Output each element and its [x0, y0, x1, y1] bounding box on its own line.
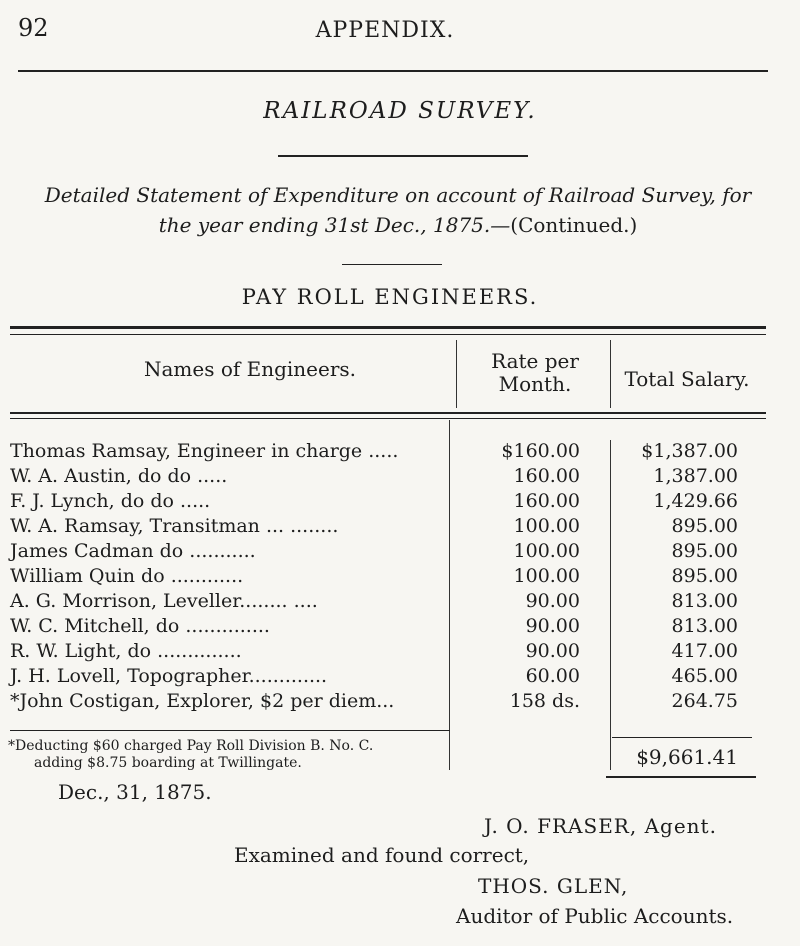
- section-rule: [278, 155, 528, 157]
- total-rule: [612, 737, 752, 738]
- row-rate: 100.00: [513, 565, 580, 587]
- footnote-line-2: adding $8.75 boarding at Twillingate.: [34, 755, 302, 771]
- table-row: [10, 565, 770, 590]
- header-bottom-rule-thin: [10, 418, 766, 419]
- footnote: [8, 738, 373, 772]
- row-total: 895.00: [671, 515, 738, 537]
- table-row: [10, 665, 770, 690]
- running-head: APPENDIX.: [315, 18, 455, 43]
- statement-heading: [18, 180, 778, 240]
- row-total: $1,387.00: [641, 440, 738, 462]
- header-names: Names of Engineers.: [143, 357, 357, 381]
- table-row: [10, 540, 770, 565]
- row-name: R. W. Light, do ..............: [10, 640, 242, 662]
- grand-total: $9,661.41: [636, 745, 738, 769]
- row-total: 465.00: [671, 665, 738, 687]
- header-bottom-rule: [10, 412, 766, 414]
- table-row: [10, 690, 770, 715]
- row-name: J. H. Lovell, Topographer.............: [10, 665, 328, 687]
- examined-statement: Examined and found correct,: [234, 843, 530, 867]
- table-top-rule: [10, 326, 766, 329]
- top-rule: [18, 70, 768, 72]
- statement-line-1: Detailed Statement of Expenditure on account of Railroad Survey, for: [44, 183, 752, 207]
- row-total: 895.00: [671, 540, 738, 562]
- header-divider-1: [456, 340, 457, 408]
- table-row: [10, 490, 770, 515]
- row-name: W. C. Mitchell, do ..............: [10, 615, 270, 637]
- row-name: W. A. Ramsay, Transitman ... ........: [10, 515, 339, 537]
- grand-total-rule: [606, 776, 756, 778]
- auditor-name: THOS. GLEN,: [478, 874, 629, 898]
- header-rate: [462, 350, 608, 396]
- table-row: [10, 590, 770, 615]
- row-rate: 158 ds.: [509, 690, 580, 712]
- row-name: William Quin do ............: [10, 565, 244, 587]
- row-rate: 90.00: [525, 590, 580, 612]
- auditor-title: Auditor of Public Accounts.: [456, 904, 734, 928]
- row-name: A. G. Morrison, Leveller........ ....: [10, 590, 318, 612]
- section-title: RAILROAD SURVEY.: [263, 98, 537, 124]
- table-row: [10, 515, 770, 540]
- table-row: [10, 640, 770, 665]
- row-rate: 160.00: [513, 490, 580, 512]
- row-total: 813.00: [671, 590, 738, 612]
- page-number: 92: [18, 14, 49, 42]
- row-name: F. J. Lynch, do do .....: [10, 490, 211, 512]
- table-top-rule-thin: [10, 334, 766, 335]
- table-row: [10, 615, 770, 640]
- agent-signature: J. O. FRASER, Agent.: [484, 814, 717, 838]
- footnote-line-1: *Deducting $60 charged Pay Roll Division B. No. C.: [8, 738, 374, 754]
- statement-rule: [342, 264, 442, 265]
- statement-line-2-plain: (Continued.): [510, 213, 638, 237]
- row-rate: 90.00: [525, 615, 580, 637]
- table-row: [10, 440, 770, 465]
- row-name: *John Costigan, Explorer, $2 per diem...: [10, 690, 395, 712]
- row-name: W. A. Austin, do do .....: [10, 465, 228, 487]
- row-total: 1,429.66: [653, 490, 738, 512]
- table-row: [10, 465, 770, 490]
- row-name: James Cadman do ...........: [10, 540, 256, 562]
- row-total: 895.00: [671, 565, 738, 587]
- table-title: PAY ROLL ENGINEERS.: [241, 285, 539, 309]
- row-rate: 160.00: [513, 465, 580, 487]
- row-rate: $160.00: [501, 440, 580, 462]
- statement-line-2: [18, 210, 778, 240]
- row-total: 264.75: [671, 690, 738, 712]
- statement-line-2-italic: the year ending 31st Dec., 1875.—: [158, 213, 511, 237]
- body-bottom-rule: [10, 730, 450, 731]
- row-total: 813.00: [671, 615, 738, 637]
- row-rate: 90.00: [525, 640, 580, 662]
- row-rate: 100.00: [513, 515, 580, 537]
- date: Dec., 31, 1875.: [58, 780, 212, 804]
- row-rate: 100.00: [513, 540, 580, 562]
- header-divider-2: [610, 340, 611, 408]
- header-total: Total Salary.: [624, 367, 750, 391]
- header-rate-line-2: Month.: [498, 372, 572, 396]
- row-total: 417.00: [671, 640, 738, 662]
- row-rate: 60.00: [525, 665, 580, 687]
- row-name: Thomas Ramsay, Engineer in charge .....: [10, 440, 399, 462]
- header-rate-line-1: Rate per: [491, 349, 579, 373]
- row-total: 1,387.00: [653, 465, 738, 487]
